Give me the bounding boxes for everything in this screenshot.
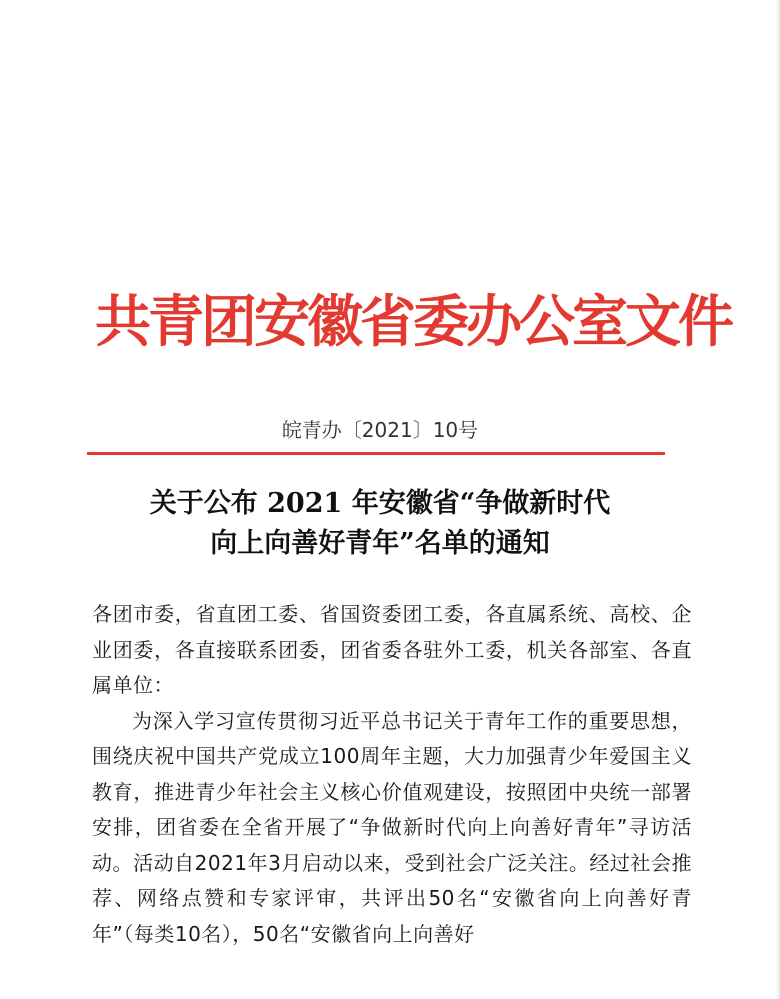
document-header-title: 共青团安徽省委办公室文件 <box>95 289 731 355</box>
body-paragraph: 为深入学习宣传贯彻习近平总书记关于青年工作的重要思想，围绕庆祝中国共产党成立100周年主题，大力加强青少年爱国主义教育，推进青少年社会主义核心价值观建设，按照团中央统一部署安排，团省委在全省开展了“争做新时代向上向善好青年”寻访活动。活动自2021年3月启动以来，受到社会广泛关注。经过社会推荐、网络点赞和专家评审，共评出50名“安徽省向上向善好青年”（每类10名），50名“安徽省向上向善好 <box>92 708 692 946</box>
page-edge-shadow <box>776 0 780 999</box>
notice-title-line-1: 关于公布 2021 年安徽省“争做新时代 <box>149 488 611 519</box>
document-number: 皖青办〔2021〕10号 <box>281 418 479 442</box>
notice-title <box>0 484 760 564</box>
addressees-paragraph: 各团市委，省直团工委、省国资委团工委，各直属系统、高校、企业团委，各直接联系团委，团省委各驻外工委，机关各部室、各直属单位： <box>92 602 692 697</box>
red-divider-line <box>87 452 665 455</box>
notice-title-line-2: 向上向善好青年”名单的通知 <box>210 528 550 559</box>
document-body <box>92 597 692 952</box>
